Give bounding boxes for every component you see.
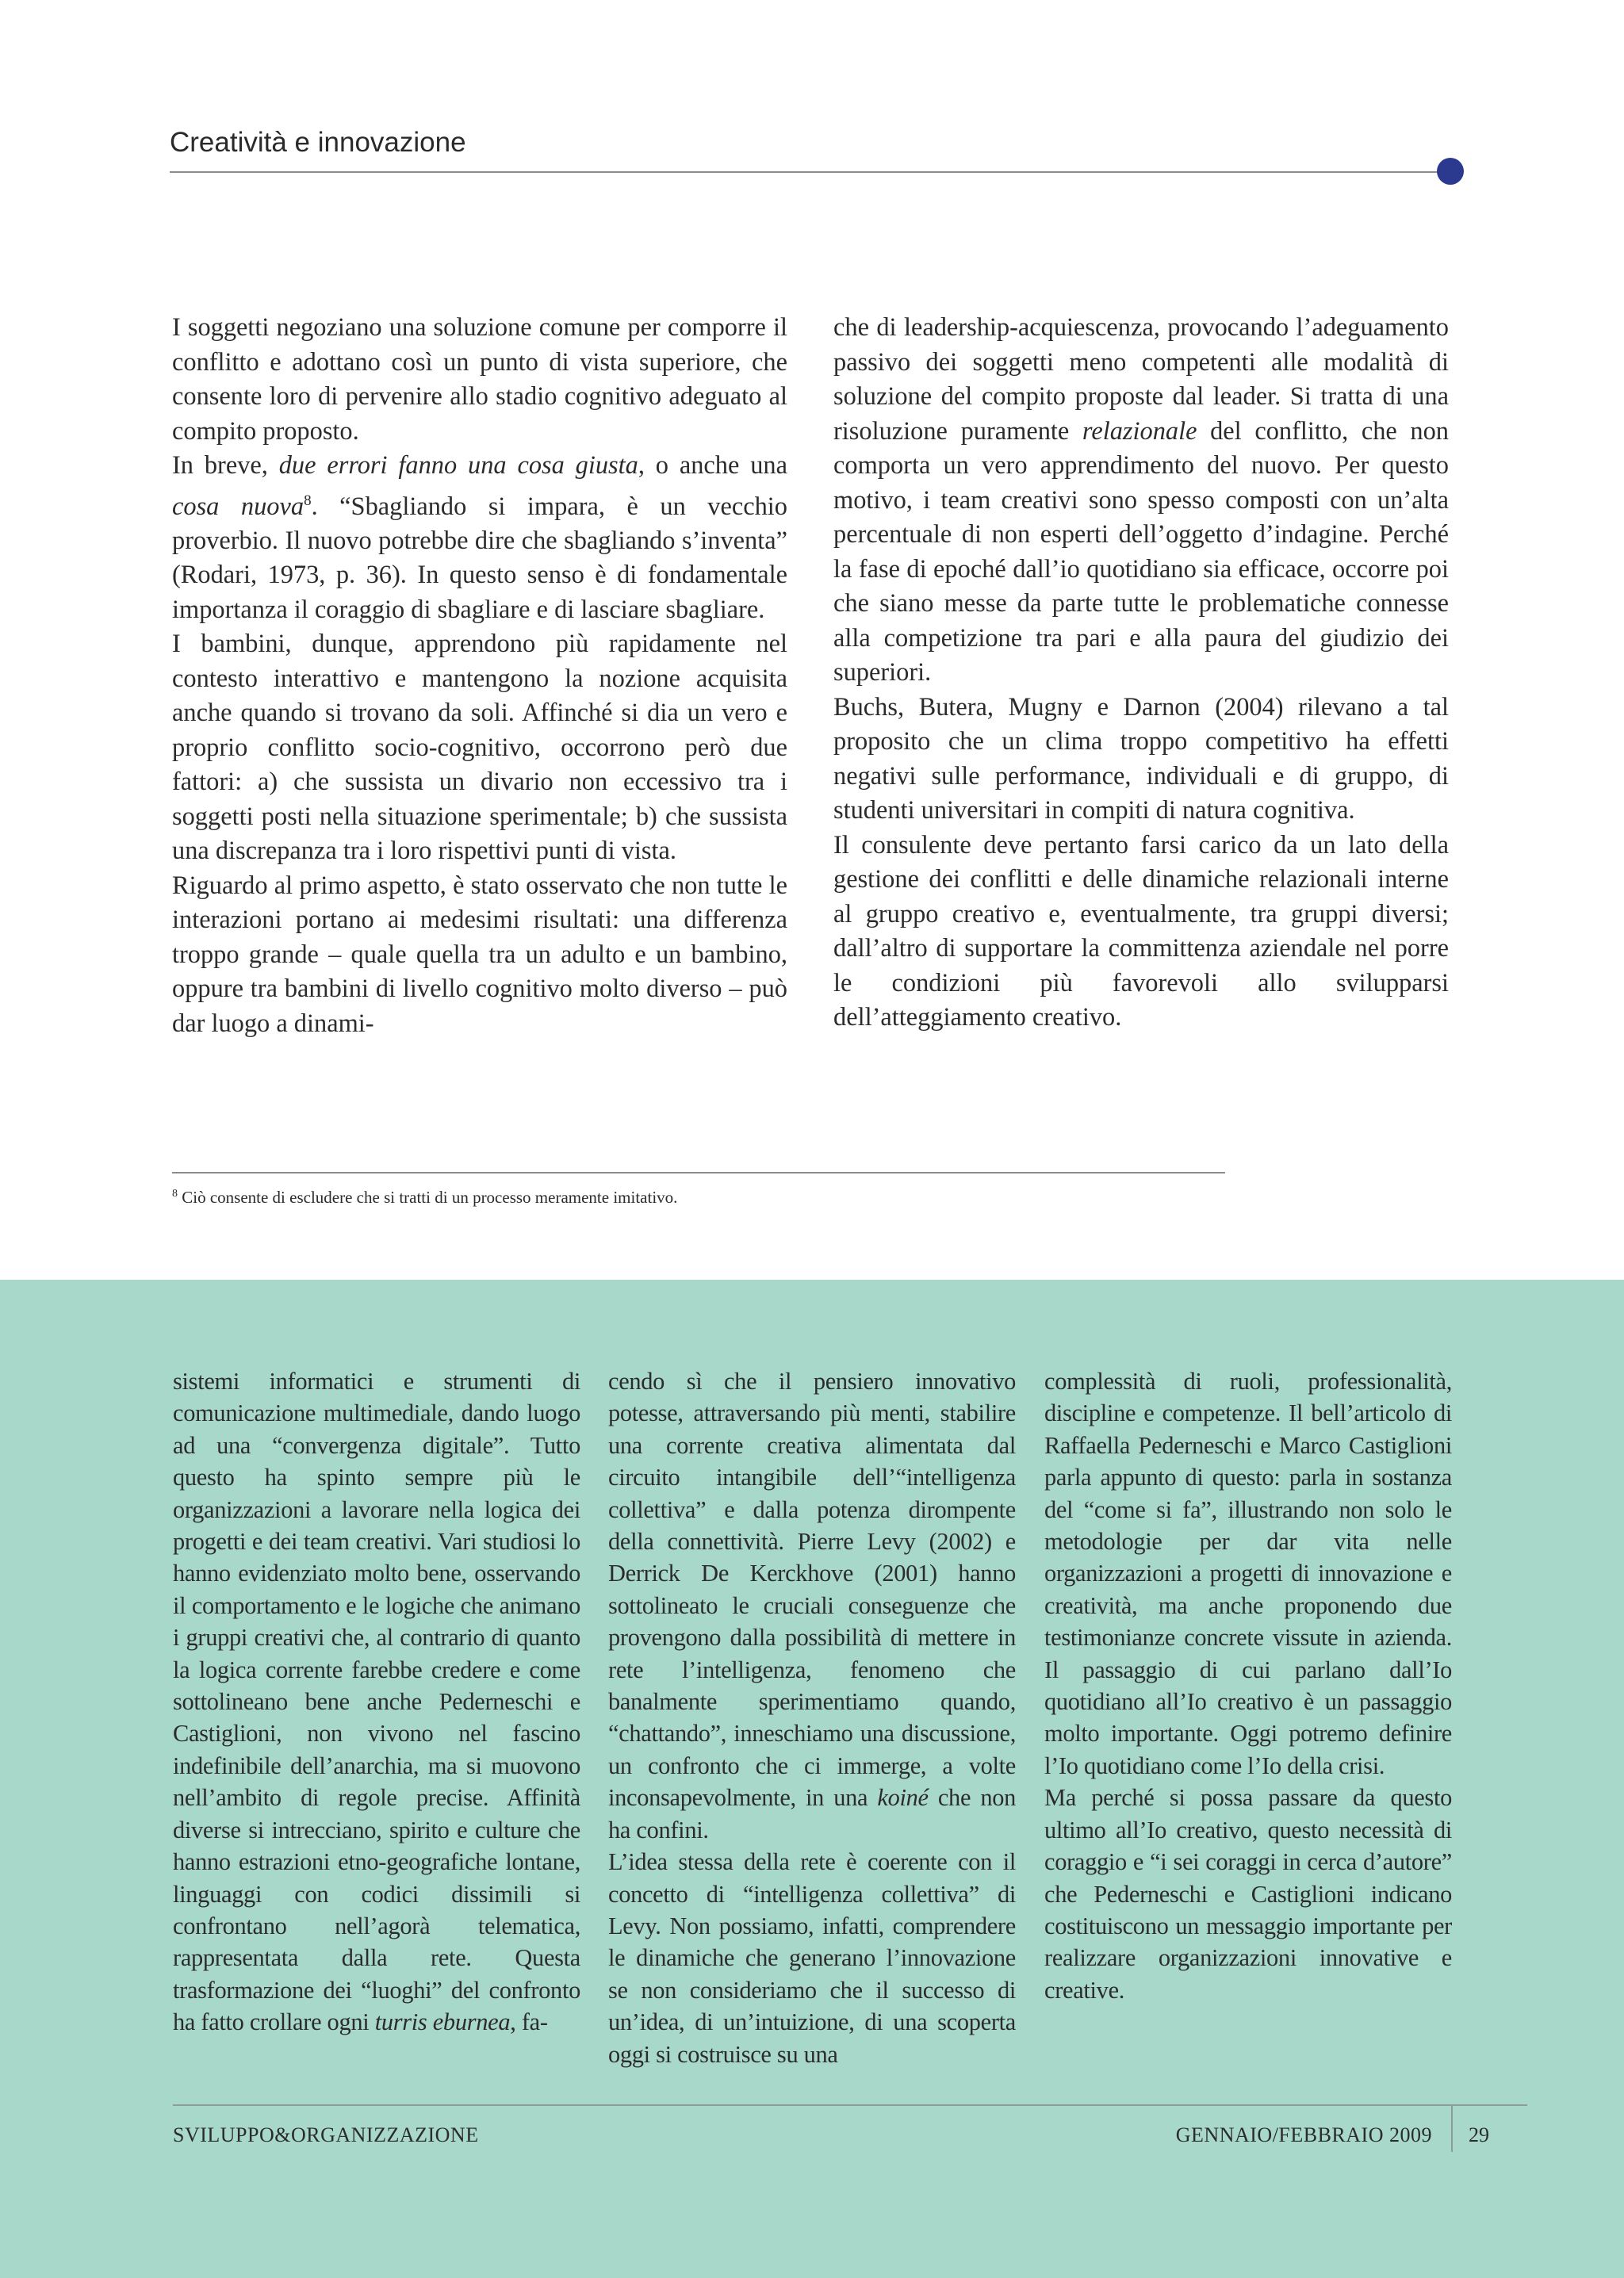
footnote: $^8$ Ciò consente di escludere che si tratti di un processo meramente imitativo. [172,1188,678,1207]
article-column-right [833,311,1449,1036]
footer-divider [173,2104,1527,2106]
paragraph: che di leadership-acquiescenza, provocando l’adeguamento passivo dei soggetti meno competenti alle modalità di soluzione del compito proposte dal leader. Si tratta di una risoluzione puramente relazionale del conflitto, che non comporta un vero apprendimento del nuovo. Per questo motivo, i team creativi sono spesso composti con un’alta percentuale di non esperti dell’oggetto d’indagine. Perché la fase di epoché dall’io quotidiano sia efficace, occorre poi che siano messe da parte tutte le problematiche connesse alla competizione tra pari e alla paura del giudizio dei superiori. [833,313,1449,687]
paragraph: Il consulente deve pertanto farsi carico da un lato della gestione dei conflitti e delle dinamiche relazionali interne al gruppo creativo e, eventualmente, tra gruppi diversi; dall’altro di supportare la committenza aziendale nel porre le condizioni più favorevoli allo svilupparsi dell’atteggiamento creativo. [833,830,1449,1032]
paragraph: I bambini, dunque, apprendono più rapidamente nel contesto interattivo e mantengono la nozione acquisita anche quando si trovano da soli. Affinché si dia un vero e proprio conflitto socio-cognitivo, occorrono però due fattori: a) che sussista un divario non eccessivo tra i soggetti posti nella situazione sperimentale; b) che sussista una discrepanza tra i loro rispettivi punti di vista. [172,630,787,866]
issue-date: GENNAIO/FEBBRAIO 2009 [1175,2123,1432,2146]
paragraph: In breve, due errori fanno una cosa giusta, o anche una cosa nuova$^8$. “Sbagliando si impara, è un vecchio proverbio. Il nuovo potrebbe dire che sbagliando s’inventa” (Rodari, 1973, p. 36). In questo senso è di fondamentale importanza il coraggio di sbagliare e di lasciare sbagliare. [172,451,787,624]
page-number: 29 [1469,2123,1489,2146]
footer-separator [1451,2106,1453,2152]
section-title: Creatività e innovazione [170,127,466,158]
footnote-ref[interactable]: 8 [304,492,312,509]
sidebar-column-2 [608,1365,1016,2070]
paragraph: Riguardo al primo aspetto, è stato osservato che non tutte le interazioni portano ai medesimi risultati: una differenza troppo grande – quale quella tra un adulto e un bambino, oppure tra bambini di livello cognitivo molto diverso – può dar luogo a dinami- [172,871,787,1038]
journal-name: SVILUPPO&ORGANIZZAZIONE [173,2123,479,2146]
header-accent-dot [1437,158,1464,185]
paragraph: Ma perché si possa passare da questo ultimo all’Io creativo, questo necessità di coraggio e “i sei coraggi in cerca d’autore” che Pederneschi e Castiglioni indicano costituiscono un messaggio importante per realizzare organizzazioni innovative e creative. [1044,1784,1452,2004]
paragraph: cendo sì che il pensiero innovativo potesse, attraversando più menti, stabilire una corrente creativa alimentata dal circuito intangibile dell’“intelligenza collettiva” e dalla potenza dirompente della connettività. Pierre Levy (2002) e Derrick De Kerckhove (2001) hanno sottolineato le cruciali conseguenze che provengono dalla possibilità di mettere in rete l’intelligenza, fenomeno che banalmente sperimentiamo quando, “chattando”, inneschiamo una discussione, un confronto che ci immerge, a volte inconsapevolmente, in una koiné che non ha confini. [608,1368,1017,1843]
paragraph: Buchs, Butera, Mugny e Darnon (2004) rilevano a tal proposito che un clima troppo competitivo ha effetti negativi sulle performance, individuali e di gruppo, di studenti universitari in compiti di natura cognitiva. [833,692,1449,825]
sidebar-column-3 [1044,1365,1452,2006]
paragraph: complessità di ruoli, professionalità, discipline e competenze. Il bell’articolo di Raffaella Pederneschi e Marco Castiglioni parla appunto di questo: parla in sostanza del “come si fa”, illustrando non solo le metodologie per dar vita nelle organizzazioni a progetti di innovazione e creatività, ma anche proponendo due testimonianze concrete vissute in azienda. Il passaggio di cui parlano dall’Io quotidiano all’Io creativo è un passaggio molto importante. Oggi potremo definire l’Io quotidiano come l’Io della crisi. [1044,1368,1452,1779]
header-divider [170,171,1443,173]
paragraph: sistemi informatici e strumenti di comunicazione multimediale, dando luogo ad una “convergenza digitale”. Tutto questo ha spinto sempre più le organizzazioni a lavorare nella logica dei progetti e dei team creativi. Vari studiosi lo hanno evidenziato molto bene, osservando il comportamento e le logiche che animano i gruppi creativi che, al contrario di quanto la logica corrente farebbe credere e come sottolineano bene anche Pederneschi e Castiglioni, non vivono nel fascino indefinibile dell’anarchia, ma si muovono nell’ambito di regole precise. Affinità diverse si intrecciano, spirito e culture che hanno estrazioni etno-geografiche lontane, linguaggi con codici dissimili si confrontano nell’agorà telematica, rappresentata dalla rete. Questa trasformazione dei “luoghi” del confronto ha fatto crollare ogni turris eburnea, fa- [173,1368,580,2036]
article-column-left [172,311,787,1041]
sidebar-column-1 [173,1365,580,2039]
paragraph: L’idea stessa della rete è coerente con il concetto di “intelligenza collettiva” di Levy. Non possiamo, infatti, comprendere le dinamiche che generano l’innovazione se non consideriamo che il successo di un’idea, di un’intuizione, di una scoperta oggi si costruisce su una [608,1848,1016,2068]
footnote-divider [172,1172,1225,1173]
paragraph: I soggetti negoziano una soluzione comune per comporre il conflitto e adottano così un punto di vista superiore, che consente loro di pervenire allo stadio cognitivo adeguato al compito proposto. [172,313,787,446]
